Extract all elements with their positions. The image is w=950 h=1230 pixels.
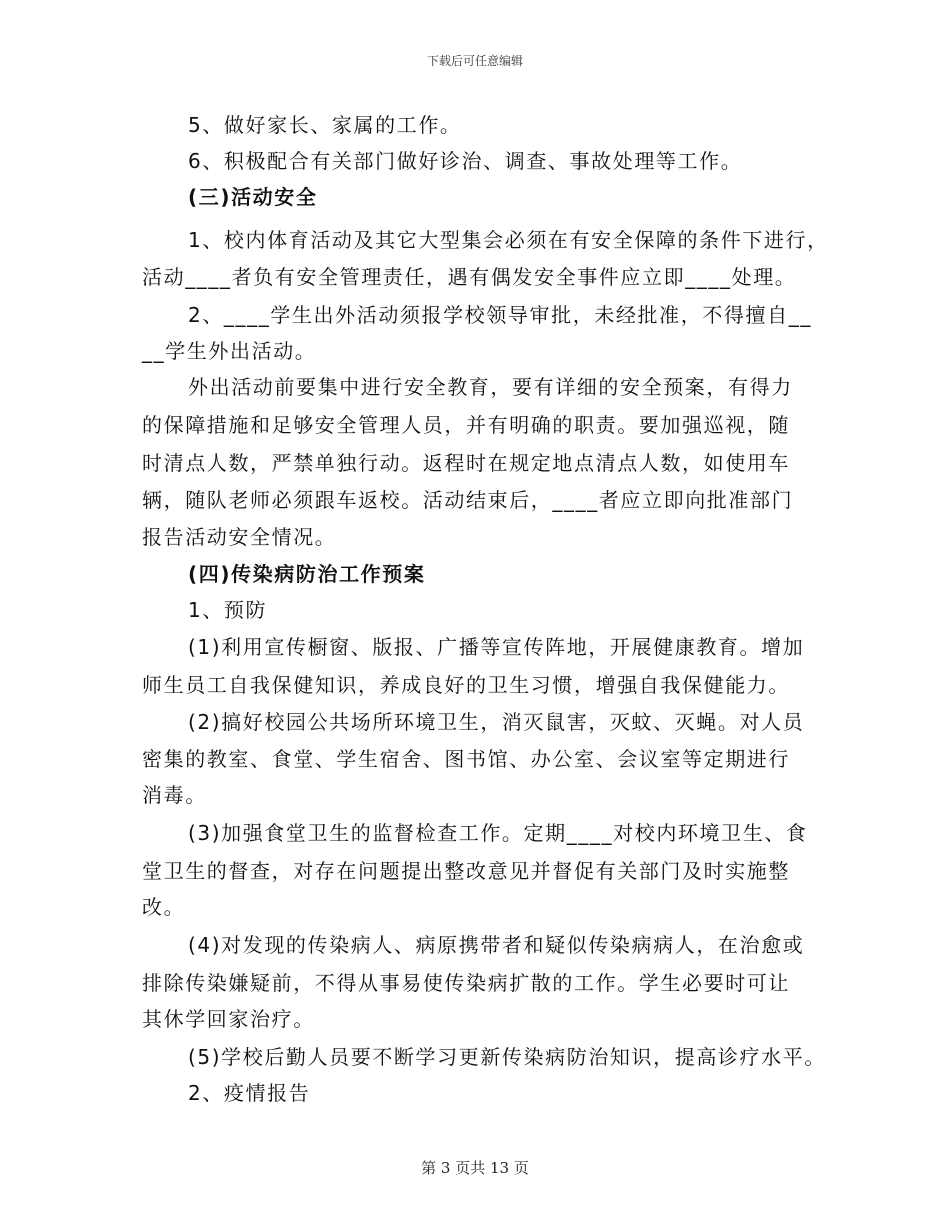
- paragraph-line: 的保障措施和足够安全管理人员，并有明确的职责。要加强巡视，随: [142, 413, 790, 437]
- paragraph-line: __学生外出活动。: [142, 339, 317, 363]
- paragraph-line: 1、校内体育活动及其它大型集会必须在有安全保障的条件下进行，: [188, 228, 829, 252]
- paragraph-line: 6、积极配合有关部门做好诊治、调查、事故处理等工作。: [188, 149, 743, 173]
- paragraph-line: 辆，随队老师必须跟车返校。活动结束后，____者应立即向批准部门: [142, 488, 794, 512]
- paragraph-line: 消毒。: [142, 783, 207, 807]
- section-heading: (四)传染病防治工作预案: [188, 562, 426, 586]
- paragraph-line: 2、____学生出外活动须报学校领导审批，未经批准，不得擅自__: [188, 303, 812, 327]
- paragraph-line: 2、疫情报告: [188, 1081, 311, 1105]
- paragraph-line: 师生员工自我保健知识，养成良好的卫生习惯，增强自我保健能力。: [142, 673, 790, 697]
- paragraph-line: 其休学回家治疗。: [142, 1007, 315, 1031]
- paragraph-line: 改。: [142, 895, 186, 919]
- paragraph-line: 排除传染嫌疑前，不得从事易使传染病扩散的工作。学生必要时可让: [142, 971, 790, 995]
- paragraph-line: 密集的教室、食堂、学生宿舍、图书馆、办公室、会议室等定期进行: [142, 747, 790, 771]
- page-footer: 第 3 页共 13 页: [421, 1159, 529, 1177]
- paragraph-line: (1)利用宣传橱窗、版报、广播等宣传阵地，开展健康教育。增加: [188, 635, 805, 659]
- page-header: 下载后可任意编辑: [426, 54, 523, 68]
- paragraph-line: 1、预防: [188, 598, 268, 622]
- paragraph-line: (3)加强食堂卫生的监督检查工作。定期____对校内环境卫生、食: [188, 821, 808, 845]
- section-heading: (三)活动安全: [188, 185, 318, 209]
- paragraph-line: (4)对发现的传染病人、病原携带者和疑似传染病病人，在治愈或: [188, 933, 805, 957]
- paragraph-line: 时清点人数，严禁单独行动。返程时在规定地点清点人数，如使用车: [142, 451, 790, 475]
- paragraph-line: 5、做好家长、家属的工作。: [188, 113, 462, 137]
- paragraph-line: 活动____者负有安全管理责任，遇有偶发安全事件应立即____处理。: [142, 265, 797, 289]
- paragraph-line: (2)搞好校园公共场所环境卫生，消灭鼠害，灭蚊、灭蝇。对人员: [188, 710, 805, 734]
- paragraph-line: 报告活动安全情况。: [142, 525, 337, 549]
- paragraph-line: 外出活动前要集中进行安全教育，要有详细的安全预案，有得力: [188, 375, 793, 399]
- paragraph-line: (5)学校后勤人员要不断学习更新传染病防治知识，提高诊疗水平。: [188, 1045, 826, 1069]
- paragraph-line: 堂卫生的督查，对存在问题提出整改意见并督促有关部门及时实施整: [142, 859, 790, 883]
